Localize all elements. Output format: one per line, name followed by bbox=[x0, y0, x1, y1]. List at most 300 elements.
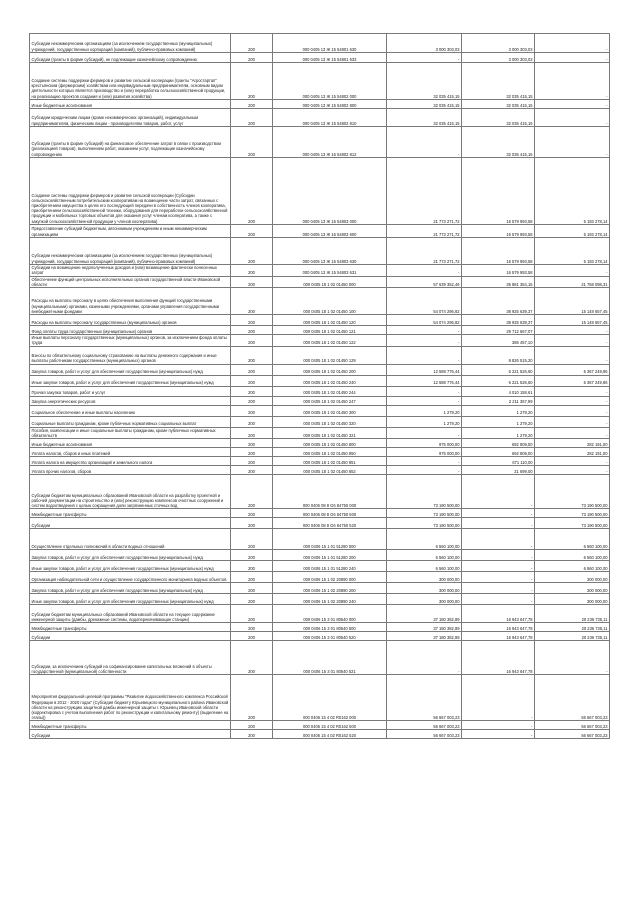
row-remaining-cell: 6 367 249,86 bbox=[535, 364, 610, 375]
table-row bbox=[30, 288, 610, 315]
row-budget-code-cell: 000 0405 18 1 02 01450 121 bbox=[273, 326, 387, 335]
row-plan-cell: - bbox=[387, 326, 462, 335]
row-name-cell: Субсидии на возмещение недополученных доходов и (или) возмещение фактически понесенных затрат bbox=[30, 265, 231, 277]
row-admin-code-cell: 200 bbox=[231, 572, 273, 583]
table-row bbox=[30, 466, 610, 475]
row-executed-cell: 6 221 526,60 bbox=[462, 375, 535, 386]
row-remaining-cell: 6 560 100,00 bbox=[535, 550, 610, 561]
row-remaining-cell: - bbox=[535, 53, 610, 63]
row-plan-cell: 32 035 415,15 bbox=[387, 109, 462, 127]
row-budget-code-cell: 000 0406 15 1 01 51280 000 bbox=[273, 529, 387, 550]
row-executed-cell: 16 943 647,78 bbox=[462, 641, 535, 675]
row-plan-cell: 57 639 352,46 bbox=[387, 276, 462, 288]
row-budget-code-cell: 000 0405 18 1 02 01450 240 bbox=[273, 375, 387, 386]
row-budget-code-cell: 000 0405 18 1 02 01450 247 bbox=[273, 396, 387, 405]
row-name-cell: Иные закупки товаров, работ и услуг для обеспечения государственных (муниципальных) нужд bbox=[30, 375, 231, 386]
row-plan-cell: 3 000 303,03 bbox=[387, 34, 462, 53]
row-name-cell: Межбюджетные трансферты bbox=[30, 509, 231, 518]
row-executed-cell: 32 035 415,15 bbox=[462, 127, 535, 158]
row-plan-cell: 1 279,20 bbox=[387, 416, 462, 427]
table-row bbox=[30, 158, 610, 225]
row-admin-code-cell: 200 bbox=[231, 364, 273, 375]
row-budget-code-cell: 000 0406 15 1 01 51280 200 bbox=[273, 550, 387, 561]
row-admin-code-cell: 200 bbox=[231, 346, 273, 364]
row-plan-cell: 975 000,00 bbox=[387, 448, 462, 457]
row-plan-cell: 6 560 100,00 bbox=[387, 561, 462, 572]
row-budget-code-cell: 000 0405 18 1 02 01450 120 bbox=[273, 315, 387, 326]
table-row bbox=[30, 448, 610, 457]
row-executed-cell: 16 579 993,58 bbox=[462, 158, 535, 225]
row-remaining-cell: 21 758 098,31 bbox=[535, 276, 610, 288]
row-admin-code-cell: 200 bbox=[231, 632, 273, 641]
row-name-cell: Субсидии (гранты в форме субсидий) на финансовое обеспечение затрат в связи с производством (реализацией товаров), выполнением работ, оказанием услуг, подлежащие казначейскому сопровождению bbox=[30, 127, 231, 158]
row-admin-code-cell: 200 bbox=[231, 109, 273, 127]
row-remaining-cell: 73 190 500,00 bbox=[535, 518, 610, 529]
row-remaining-cell: - bbox=[535, 100, 610, 109]
row-remaining-cell: 282 191,00 bbox=[535, 439, 610, 448]
table-row bbox=[30, 623, 610, 632]
row-budget-code-cell: 000 0406 08 8 G6 84750 500 bbox=[273, 509, 387, 518]
row-plan-cell: 56 667 003,23 bbox=[387, 730, 462, 739]
row-executed-cell: 692 809,00 bbox=[462, 448, 535, 457]
table-row bbox=[30, 583, 610, 594]
table-row bbox=[30, 335, 610, 347]
row-remaining-cell: 6 560 100,00 bbox=[535, 561, 610, 572]
budget-table bbox=[29, 33, 610, 739]
row-plan-cell: 300 000,00 bbox=[387, 583, 462, 594]
table-row bbox=[30, 53, 610, 63]
row-executed-cell: - bbox=[462, 730, 535, 739]
row-executed-cell: 16 579 993,58 bbox=[462, 225, 535, 238]
row-remaining-cell: - bbox=[535, 416, 610, 427]
table-row bbox=[30, 550, 610, 561]
row-admin-code-cell: 200 bbox=[231, 225, 273, 238]
row-remaining-cell: - bbox=[535, 396, 610, 405]
row-name-cell: Предоставление субсидий бюджетным, автономным учреждениям и иным некоммерческим организациям bbox=[30, 225, 231, 238]
row-name-cell: Создание системы поддержки фермеров и развитие сельской кооперации (Субсидии сельскохозяйственным потребительским кооперативам на возмещение части затрат, связанных с приобретением имущества в целях его последующей передачи в собственность членов кооператива, приобретением сельскохозяйственной техники, оборудования для переработки сельскохозяйственной продукции и мобильных торговых объектов для оказания услуг членам кооператива, а также с закупкой сельскохозяйственной продукции у членов кооператива) bbox=[30, 158, 231, 225]
row-plan-cell: - bbox=[387, 396, 462, 405]
row-remaining-cell: 15 148 657,45 bbox=[535, 288, 610, 315]
row-budget-code-cell: 000 0406 15 1 02 20890 000 bbox=[273, 572, 387, 583]
row-admin-code-cell: 200 bbox=[231, 448, 273, 457]
row-remaining-cell: 73 190 500,00 bbox=[535, 509, 610, 518]
row-executed-cell: 16 943 647,78 bbox=[462, 623, 535, 632]
row-budget-code-cell: 000 0405 18 1 02 01450 850 bbox=[273, 448, 387, 457]
row-executed-cell: 6 221 526,60 bbox=[462, 364, 535, 375]
row-name-cell: Иные бюджетные ассигнования bbox=[30, 439, 231, 448]
row-plan-cell: 21 773 271,72 bbox=[387, 225, 462, 238]
row-executed-cell: - bbox=[462, 721, 535, 730]
row-plan-cell: 1 279,20 bbox=[387, 405, 462, 416]
row-budget-code-cell: 000 0405 18 1 02 01450 200 bbox=[273, 364, 387, 375]
row-plan-cell: 54 074 296,82 bbox=[387, 315, 462, 326]
row-admin-code-cell: 200 bbox=[231, 475, 273, 509]
row-plan-cell: 300 000,00 bbox=[387, 594, 462, 605]
row-name-cell: Субсидии, за исключением субсидий на софинансирование капитальных вложений в объекты государственной (муниципальной) собственности bbox=[30, 641, 231, 675]
table-row bbox=[30, 730, 610, 739]
row-plan-cell: 21 773 271,72 bbox=[387, 158, 462, 225]
row-remaining-cell: 56 667 003,23 bbox=[535, 675, 610, 721]
row-budget-code-cell: 000 0405 13 Ж 15 54802 800 bbox=[273, 100, 387, 109]
row-admin-code-cell: 200 bbox=[231, 63, 273, 100]
table-row bbox=[30, 276, 610, 288]
row-name-cell: Создание системы поддержки фермеров и развитие сельской кооперации (гранты "Агростартап" крестьянским (фермерским) хозяйствам или индивидуальным предпринимателям, основным видом деятельности которых является производство и (или) переработка сельскохозяйственной продукции, на реализацию проектов создания и (или) развития хозяйства) bbox=[30, 63, 231, 100]
row-admin-code-cell: 200 bbox=[231, 288, 273, 315]
row-executed-cell: - bbox=[462, 475, 535, 509]
row-admin-code-cell: 200 bbox=[231, 335, 273, 347]
row-admin-code-cell: 200 bbox=[231, 509, 273, 518]
row-admin-code-cell: 200 bbox=[231, 721, 273, 730]
table-row bbox=[30, 100, 610, 109]
row-budget-code-cell: 000 0406 15 3 01 80540 500 bbox=[273, 623, 387, 632]
table-row bbox=[30, 375, 610, 386]
row-remaining-cell: - bbox=[535, 326, 610, 335]
table-row bbox=[30, 109, 610, 127]
row-admin-code-cell: 200 bbox=[231, 53, 273, 63]
row-executed-cell: 3 000 303,03 bbox=[462, 34, 535, 53]
row-name-cell: Фонд оплаты труда государственных (муниципальных) органов bbox=[30, 326, 231, 335]
row-admin-code-cell: 200 bbox=[231, 127, 273, 158]
row-plan-cell: 6 560 100,00 bbox=[387, 529, 462, 550]
row-plan-cell: 56 667 003,23 bbox=[387, 675, 462, 721]
row-budget-code-cell: 000 0406 15 3 01 80540 521 bbox=[273, 641, 387, 675]
row-budget-code-cell: 000 0405 18 1 02 01450 800 bbox=[273, 439, 387, 448]
table-row bbox=[30, 63, 610, 100]
table-row bbox=[30, 386, 610, 396]
table-row bbox=[30, 518, 610, 529]
row-budget-code-cell: 000 0405 13 Ж 15 54803 631 bbox=[273, 265, 387, 277]
row-name-cell: Межбюджетные трансферты bbox=[30, 721, 231, 730]
row-plan-cell: 73 190 500,00 bbox=[387, 509, 462, 518]
row-admin-code-cell: 200 bbox=[231, 405, 273, 416]
row-admin-code-cell: 200 bbox=[231, 466, 273, 475]
row-plan-cell: - bbox=[387, 265, 462, 277]
row-executed-cell: 35 881 354,15 bbox=[462, 276, 535, 288]
row-admin-code-cell: 200 bbox=[231, 386, 273, 396]
row-plan-cell: - bbox=[387, 641, 462, 675]
row-budget-code-cell: 000 0406 15 4 02 R0162 500 bbox=[273, 721, 387, 730]
row-remaining-cell: - bbox=[535, 405, 610, 416]
row-remaining-cell: 300 000,00 bbox=[535, 572, 610, 583]
row-name-cell: Обеспечение функций центральных исполнительных органов государственной власти Ивановской области bbox=[30, 276, 231, 288]
row-executed-cell: 8 826 515,20 bbox=[462, 346, 535, 364]
row-admin-code-cell: 200 bbox=[231, 315, 273, 326]
row-executed-cell: 29 712 667,07 bbox=[462, 326, 535, 335]
row-executed-cell: 32 035 415,15 bbox=[462, 109, 535, 127]
row-plan-cell: 12 588 776,44 bbox=[387, 364, 462, 375]
row-name-cell: Иные закупки товаров, работ и услуг для обеспечения государственных (муниципальных) нужд bbox=[30, 561, 231, 572]
row-budget-code-cell: 000 0405 13 Ж 15 54803 000 bbox=[273, 158, 387, 225]
row-plan-cell: - bbox=[387, 346, 462, 364]
row-admin-code-cell: 200 bbox=[231, 641, 273, 675]
row-admin-code-cell: 200 bbox=[231, 396, 273, 405]
row-executed-cell: - bbox=[462, 561, 535, 572]
row-executed-cell: - bbox=[462, 509, 535, 518]
row-executed-cell: 32 035 415,15 bbox=[462, 100, 535, 109]
row-budget-code-cell: 000 0405 18 1 02 01450 851 bbox=[273, 457, 387, 466]
row-plan-cell: - bbox=[387, 127, 462, 158]
row-executed-cell: 4 010 158,61 bbox=[462, 386, 535, 396]
row-executed-cell: 21 699,00 bbox=[462, 466, 535, 475]
table-row bbox=[30, 326, 610, 335]
row-executed-cell: 671 110,00 bbox=[462, 457, 535, 466]
row-remaining-cell: 6 560 100,00 bbox=[535, 529, 610, 550]
table-row bbox=[30, 509, 610, 518]
row-name-cell: Иные бюджетные ассигнования bbox=[30, 100, 231, 109]
table-row bbox=[30, 238, 610, 265]
row-admin-code-cell: 200 bbox=[231, 730, 273, 739]
row-remaining-cell: 5 193 278,14 bbox=[535, 225, 610, 238]
row-plan-cell: 73 190 500,00 bbox=[387, 518, 462, 529]
row-name-cell: Закупка товаров, работ и услуг для обеспечения государственных (муниципальных) нужд bbox=[30, 550, 231, 561]
table-row bbox=[30, 641, 610, 675]
row-remaining-cell: 56 667 003,23 bbox=[535, 721, 610, 730]
row-admin-code-cell: 200 bbox=[231, 623, 273, 632]
row-admin-code-cell: 200 bbox=[231, 439, 273, 448]
row-name-cell: Субсидии бюджетам муниципальных образований Ивановской области на разработку проектной и рабочей документации на строительство и (или) реконструкцию комплексов очистных сооружений и систем водоотведения с целью сокращения доли загрязненных сточных вод bbox=[30, 475, 231, 509]
row-budget-code-cell: 000 0405 18 1 02 01450 129 bbox=[273, 346, 387, 364]
table-row bbox=[30, 127, 610, 158]
table-row bbox=[30, 416, 610, 427]
row-admin-code-cell: 200 bbox=[231, 375, 273, 386]
row-budget-code-cell: 000 0406 08 8 G6 84750 520 bbox=[273, 518, 387, 529]
table-row bbox=[30, 529, 610, 550]
row-executed-cell: 32 035 415,15 bbox=[462, 63, 535, 100]
row-plan-cell: 73 190 500,00 bbox=[387, 475, 462, 509]
row-remaining-cell: 73 190 500,00 bbox=[535, 475, 610, 509]
row-admin-code-cell: 200 bbox=[231, 276, 273, 288]
row-executed-cell: 1 279,20 bbox=[462, 427, 535, 439]
row-plan-cell: - bbox=[387, 335, 462, 347]
row-executed-cell: - bbox=[462, 550, 535, 561]
row-budget-code-cell: 000 0405 13 Ж 15 54802 000 bbox=[273, 63, 387, 100]
row-executed-cell: 386 457,10 bbox=[462, 335, 535, 347]
row-budget-code-cell: 000 0405 13 Ж 15 54803 630 bbox=[273, 238, 387, 265]
row-plan-cell: 21 773 271,72 bbox=[387, 238, 462, 265]
row-remaining-cell: - bbox=[535, 63, 610, 100]
row-plan-cell: - bbox=[387, 427, 462, 439]
row-admin-code-cell: 200 bbox=[231, 675, 273, 721]
row-budget-code-cell: 000 0405 13 Ж 15 54802 810 bbox=[273, 109, 387, 127]
table-row bbox=[30, 605, 610, 623]
row-plan-cell: 6 560 100,00 bbox=[387, 550, 462, 561]
row-name-cell: Осуществление отдельных полномочий в области водных отношений bbox=[30, 529, 231, 550]
row-name-cell: Закупка товаров, работ и услуг для обеспечения государственных (муниципальных) нужд bbox=[30, 364, 231, 375]
row-admin-code-cell: 200 bbox=[231, 550, 273, 561]
row-executed-cell: - bbox=[462, 675, 535, 721]
table-row bbox=[30, 561, 610, 572]
row-budget-code-cell: 000 0406 15 3 01 80540 000 bbox=[273, 605, 387, 623]
row-admin-code-cell: 200 bbox=[231, 561, 273, 572]
table-row bbox=[30, 675, 610, 721]
row-budget-code-cell: 000 0406 15 4 02 R0162 520 bbox=[273, 730, 387, 739]
row-remaining-cell: 20 236 735,11 bbox=[535, 605, 610, 623]
row-executed-cell: 692 809,00 bbox=[462, 439, 535, 448]
row-name-cell: Закупка энергетических ресурсов bbox=[30, 396, 231, 405]
row-admin-code-cell: 200 bbox=[231, 326, 273, 335]
row-budget-code-cell: 000 0405 18 1 02 01450 244 bbox=[273, 386, 387, 396]
table-row bbox=[30, 572, 610, 583]
row-name-cell: Субсидии (гранты в форме субсидий), не подлежащие казначейскому сопровождению bbox=[30, 53, 231, 63]
row-executed-cell: 16 579 993,58 bbox=[462, 265, 535, 277]
row-remaining-cell: - bbox=[535, 109, 610, 127]
row-admin-code-cell: 200 bbox=[231, 457, 273, 466]
row-plan-cell: 32 035 415,15 bbox=[387, 100, 462, 109]
row-admin-code-cell: 200 bbox=[231, 518, 273, 529]
row-budget-code-cell: 000 0405 18 1 02 01450 321 bbox=[273, 427, 387, 439]
row-budget-code-cell: 000 0405 18 1 02 01450 852 bbox=[273, 466, 387, 475]
row-budget-code-cell: 000 0406 15 4 02 R0162 000 bbox=[273, 675, 387, 721]
row-plan-cell: - bbox=[387, 386, 462, 396]
row-plan-cell: 32 035 415,15 bbox=[387, 63, 462, 100]
row-plan-cell: - bbox=[387, 53, 462, 63]
table-row bbox=[30, 265, 610, 277]
table-row bbox=[30, 34, 610, 53]
row-admin-code-cell: 200 bbox=[231, 605, 273, 623]
row-plan-cell: 300 000,00 bbox=[387, 572, 462, 583]
row-admin-code-cell: 200 bbox=[231, 100, 273, 109]
row-name-cell: Закупка товаров, работ и услуг для обеспечения государственных (муниципальных) нужд bbox=[30, 583, 231, 594]
row-executed-cell: - bbox=[462, 572, 535, 583]
row-plan-cell: 37 180 382,89 bbox=[387, 632, 462, 641]
budget-table-body bbox=[30, 34, 610, 739]
table-row bbox=[30, 315, 610, 326]
row-budget-code-cell: 000 0405 18 1 02 01450 100 bbox=[273, 288, 387, 315]
row-budget-code-cell: 000 0406 15 1 02 20890 240 bbox=[273, 594, 387, 605]
row-plan-cell: 37 180 382,89 bbox=[387, 605, 462, 623]
row-admin-code-cell: 200 bbox=[231, 594, 273, 605]
row-executed-cell: 16 943 647,78 bbox=[462, 605, 535, 623]
row-remaining-cell: - bbox=[535, 427, 610, 439]
table-row bbox=[30, 594, 610, 605]
row-name-cell: Пособия, компенсации и иные социальные выплаты гражданам, кроме публичных нормативных обязательств bbox=[30, 427, 231, 439]
row-remaining-cell: - bbox=[535, 466, 610, 475]
row-plan-cell: - bbox=[387, 466, 462, 475]
row-plan-cell: - bbox=[387, 457, 462, 466]
table-row bbox=[30, 439, 610, 448]
table-row bbox=[30, 721, 610, 730]
row-name-cell: Межбюджетные трансферты bbox=[30, 623, 231, 632]
row-remaining-cell: 282 191,00 bbox=[535, 448, 610, 457]
row-admin-code-cell: 200 bbox=[231, 416, 273, 427]
row-plan-cell: 12 588 776,44 bbox=[387, 375, 462, 386]
table-row bbox=[30, 405, 610, 416]
budget-execution-sheet bbox=[29, 33, 609, 739]
table-row bbox=[30, 396, 610, 405]
row-name-cell: Субсидии bbox=[30, 518, 231, 529]
row-name-cell: Субсидии некоммерческим организациям (за исключением государственных (муниципальных) учреждений, государственных корпораций (компаний), публично-правовых компаний) bbox=[30, 34, 231, 53]
row-name-cell: Уплата прочих налогов, сборов bbox=[30, 466, 231, 475]
row-name-cell: Уплата налогов, сборов и иных платежей bbox=[30, 448, 231, 457]
row-name-cell: Субсидии bbox=[30, 632, 231, 641]
row-remaining-cell: 5 193 278,14 bbox=[535, 238, 610, 265]
row-executed-cell: 2 211 367,99 bbox=[462, 396, 535, 405]
row-budget-code-cell: 000 0405 18 1 02 01450 320 bbox=[273, 416, 387, 427]
row-executed-cell: 1 279,20 bbox=[462, 416, 535, 427]
table-row bbox=[30, 475, 610, 509]
row-budget-code-cell: 000 0405 18 1 02 01450 122 bbox=[273, 335, 387, 347]
row-budget-code-cell: 000 0405 13 Ж 15 54801 630 bbox=[273, 34, 387, 53]
row-remaining-cell: - bbox=[535, 34, 610, 53]
row-remaining-cell: 5 193 278,14 bbox=[535, 158, 610, 225]
row-plan-cell: 56 667 003,23 bbox=[387, 721, 462, 730]
row-name-cell: Мероприятия федеральной целевой программы "Развитие водохозяйственного комплекса Российской Федерации в 2012 - 2020 годах" (Субсидия бюджету Юрьевецкого муниципального района Ивановской области на реконструкцию защитной дамбы инженерной защиты г. Юрьевец Ивановской области (корректировка с учетом выполнения работ по реконструкции и капитальному ремонту) (выделение на этапы)) bbox=[30, 675, 231, 721]
row-remaining-cell: 20 236 735,11 bbox=[535, 632, 610, 641]
row-budget-code-cell: 000 0405 13 Ж 15 54802 812 bbox=[273, 127, 387, 158]
row-remaining-cell: - bbox=[535, 641, 610, 675]
row-admin-code-cell: 200 bbox=[231, 34, 273, 53]
row-admin-code-cell: 200 bbox=[231, 158, 273, 225]
row-name-cell: Социальные выплаты гражданам, кроме публичных нормативных социальных выплат bbox=[30, 416, 231, 427]
row-executed-cell: - bbox=[462, 529, 535, 550]
row-name-cell: Уплата налога на имущество организаций и земельного налога bbox=[30, 457, 231, 466]
row-remaining-cell: 20 236 735,11 bbox=[535, 623, 610, 632]
row-name-cell: Иные выплаты персоналу государственных (муниципальных) органов, за исключением фонда оплаты труда bbox=[30, 335, 231, 347]
row-remaining-cell: - bbox=[535, 335, 610, 347]
row-remaining-cell: 300 000,00 bbox=[535, 583, 610, 594]
row-admin-code-cell: 200 bbox=[231, 583, 273, 594]
row-remaining-cell: - bbox=[535, 346, 610, 364]
row-budget-code-cell: 000 0405 18 1 02 01450 000 bbox=[273, 276, 387, 288]
row-name-cell: Субсидии некоммерческим организациям (за исключением государственных (муниципальных) учреждений, государственных корпораций (компаний), публично-правовых компаний) bbox=[30, 238, 231, 265]
row-budget-code-cell: 000 0406 15 3 01 80540 520 bbox=[273, 632, 387, 641]
row-budget-code-cell: 000 0406 08 8 G6 84750 000 bbox=[273, 475, 387, 509]
row-name-cell: Иные закупки товаров, работ и услуг для обеспечения государственных (муниципальных) нужд bbox=[30, 594, 231, 605]
row-budget-code-cell: 000 0406 15 1 02 20890 200 bbox=[273, 583, 387, 594]
row-budget-code-cell: 000 0406 15 1 01 51280 240 bbox=[273, 561, 387, 572]
table-row bbox=[30, 632, 610, 641]
row-plan-cell: 37 180 382,89 bbox=[387, 623, 462, 632]
table-row bbox=[30, 346, 610, 364]
row-name-cell: Социальное обеспечение и иные выплаты населению bbox=[30, 405, 231, 416]
table-row bbox=[30, 364, 610, 375]
row-remaining-cell: 15 148 657,45 bbox=[535, 315, 610, 326]
row-budget-code-cell: 000 0405 13 Ж 15 54803 600 bbox=[273, 225, 387, 238]
row-name-cell: Расходы на выплаты персоналу в целях обеспечения выполнения функций государственными (муниципальными) органами, казенными учреждениями, органами управления государственными внебюджетными фондами bbox=[30, 288, 231, 315]
row-budget-code-cell: 000 0405 13 Ж 15 54801 633 bbox=[273, 53, 387, 63]
row-name-cell: Взносы по обязательному социальному страхованию на выплаты денежного содержания и иные выплаты работникам государственных (муниципальных) органов bbox=[30, 346, 231, 364]
row-executed-cell: - bbox=[462, 518, 535, 529]
row-executed-cell: 1 279,20 bbox=[462, 405, 535, 416]
row-executed-cell: 38 925 639,37 bbox=[462, 288, 535, 315]
row-name-cell: Расходы на выплаты персоналу государственных (муниципальных) органов bbox=[30, 315, 231, 326]
row-admin-code-cell: 200 bbox=[231, 265, 273, 277]
row-name-cell: Субсидии юридическим лицам (кроме некоммерческих организаций), индивидуальным предпринимателям, физическим лицам - производителям товаров, работ, услуг bbox=[30, 109, 231, 127]
row-name-cell: Организация наблюдательной сети и осуществление государственного мониторинга водных объектов bbox=[30, 572, 231, 583]
row-executed-cell: - bbox=[462, 583, 535, 594]
row-plan-cell: 975 000,00 bbox=[387, 439, 462, 448]
row-remaining-cell: 300 000,00 bbox=[535, 594, 610, 605]
row-remaining-cell: 56 667 003,23 bbox=[535, 730, 610, 739]
row-plan-cell: 54 074 296,82 bbox=[387, 288, 462, 315]
row-remaining-cell: - bbox=[535, 386, 610, 396]
row-remaining-cell: - bbox=[535, 265, 610, 277]
table-row bbox=[30, 427, 610, 439]
row-name-cell: Субсидии бюджетам муниципальных образований Ивановской области на текущее содержание инженерной защиты (дамбы, дренажные системы, водоперекачивающие станции) bbox=[30, 605, 231, 623]
row-name-cell: Субсидии bbox=[30, 730, 231, 739]
row-executed-cell: - bbox=[462, 594, 535, 605]
row-executed-cell: 3 000 303,03 bbox=[462, 53, 535, 63]
row-remaining-cell: - bbox=[535, 127, 610, 158]
table-row bbox=[30, 457, 610, 466]
row-name-cell: Прочая закупка товаров, работ и услуг bbox=[30, 386, 231, 396]
row-budget-code-cell: 000 0405 18 1 02 01450 300 bbox=[273, 405, 387, 416]
row-admin-code-cell: 200 bbox=[231, 529, 273, 550]
row-executed-cell: 38 925 639,37 bbox=[462, 315, 535, 326]
row-admin-code-cell: 200 bbox=[231, 427, 273, 439]
row-remaining-cell: - bbox=[535, 457, 610, 466]
row-admin-code-cell: 200 bbox=[231, 238, 273, 265]
